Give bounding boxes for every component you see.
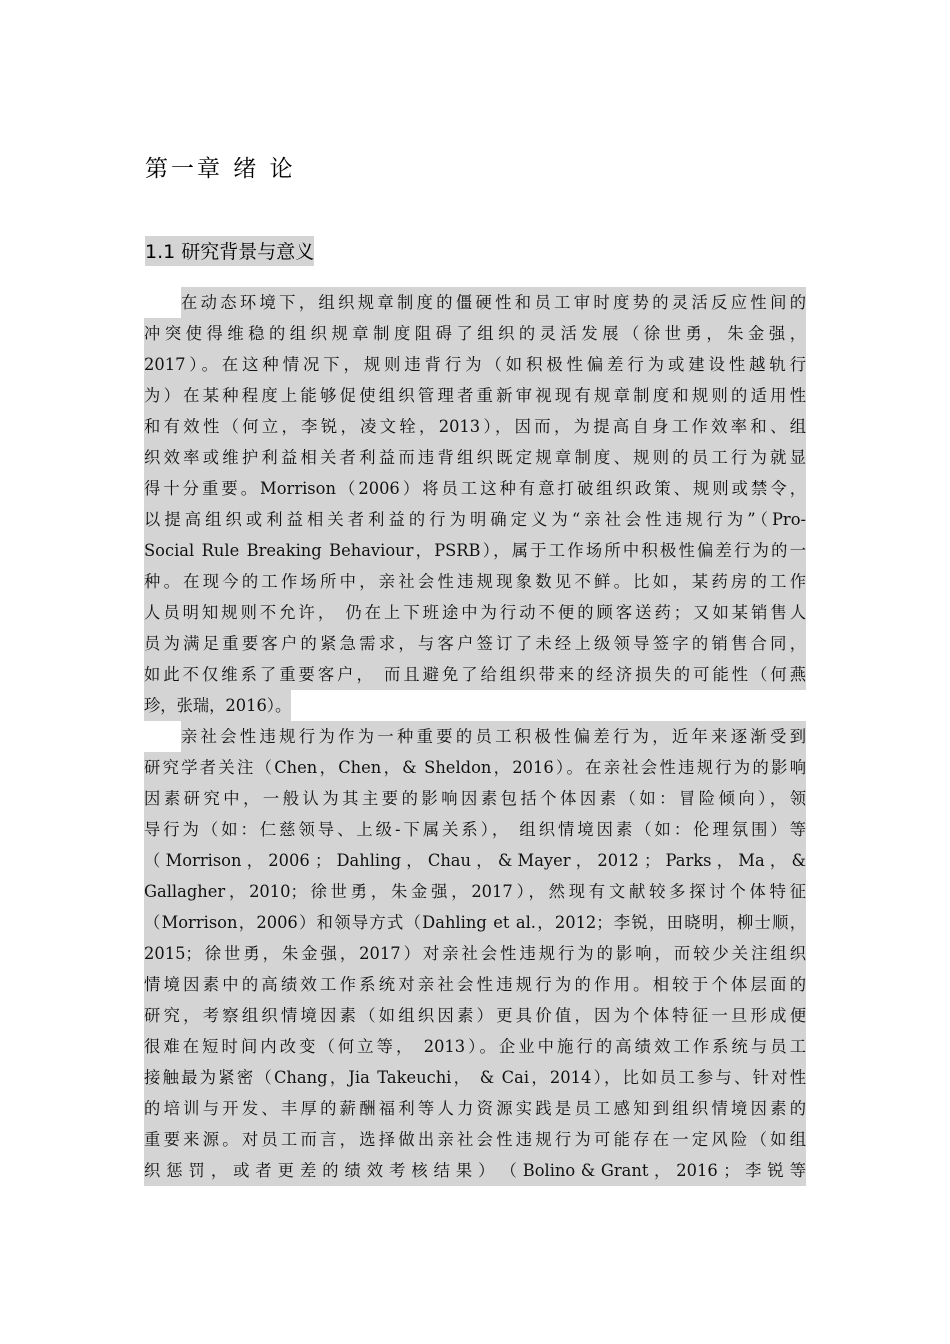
text-line [144, 721, 806, 752]
text-line-content: Social Rule Breaking Behaviour，PSRB），属于工作场所中积极性偏差行为的一 [144, 541, 806, 560]
text-line-content: Gallagher，2010；徐世勇，朱金强，2017），然现有文献较多探讨个体特征 [144, 882, 806, 901]
text-line [144, 566, 806, 597]
text-line [144, 380, 806, 411]
text-line [144, 349, 806, 380]
paragraph-2 [144, 721, 806, 1186]
text-line [144, 411, 806, 442]
text-line [144, 504, 806, 535]
body-text [144, 287, 806, 1186]
text-line [144, 628, 806, 659]
text-line-content: 很难在短时间内改变（何立等， 2013）。企业中施行的高绩效工作系统与员工 [144, 1037, 806, 1056]
text-line-content: 导行为（如：仁慈领导、上级-下属关系）， 组织情境因素（如：伦理氛围）等 [144, 820, 806, 839]
text-line-content: 的培训与开发、丰厚的薪酬福利等人力资源实践是员工感知到组织情境因素的 [144, 1099, 806, 1118]
text-line-content: 和有效性（何立，李锐，凌文辁，2013），因而，为提高自身工作效率和、组 [144, 417, 806, 436]
text-line [144, 752, 806, 783]
text-line [144, 907, 806, 938]
text-line-content: 研究，考察组织情境因素（如组织因素）更具价值，因为个体特征一旦形成便 [144, 1006, 806, 1025]
text-line [144, 1000, 806, 1031]
text-line [144, 318, 806, 349]
text-line [144, 845, 806, 876]
text-line-content: 人员明知规则不允许， 仍在上下班途中为行动不便的顾客送药；又如某销售人 [144, 603, 806, 622]
text-line-content: 情境因素中的高绩效工作系统对亲社会性违规行为的作用。相较于个体层面的 [144, 975, 806, 994]
text-line-content: （ Morrison ， 2006 ； Dahling ， Chau ， & Mayer ， 2012 ； Parks ， Ma ， & [144, 851, 806, 870]
text-line-content: 得十分重要。Morrison（2006）将员工这种有意打破组织政策、规则或禁令， [144, 479, 806, 498]
text-line [144, 876, 806, 907]
text-line [144, 1155, 806, 1186]
text-line-content: 以提高组织或利益相关者利益的行为明确定义为“亲社会性违规行为”（Pro- [144, 510, 806, 529]
text-line [144, 1031, 806, 1062]
text-line-content: 员为满足重要客户的紧急需求，与客户签订了未经上级领导签字的销售合同， [144, 634, 806, 653]
text-line-content: 冲突使得维稳的组织规章制度阻碍了组织的灵活发展（徐世勇，朱金强， [144, 324, 806, 343]
text-line [144, 969, 806, 1000]
paragraph-1 [144, 287, 806, 721]
text-line [144, 814, 806, 845]
text-line-content: （Morrison，2006）和领导方式（Dahling et al.，2012；李锐，田晓明，柳士顺， [144, 913, 806, 932]
text-line [144, 473, 806, 504]
text-line-content: 重要来源。对员工而言，选择做出亲社会性违规行为可能存在一定风险（如组 [144, 1130, 806, 1149]
text-line [144, 442, 806, 473]
text-line-content: 亲社会性违规行为作为一种重要的员工积极性偏差行为，近年来逐渐受到 [181, 727, 806, 746]
text-line-content: 在动态环境下，组织规章制度的僵硬性和员工审时度势的灵活反应性间的 [181, 293, 806, 312]
text-line-content: 珍，张瑞，2016）。 [144, 690, 291, 721]
chapter-title: 第一章 绪 论 [145, 156, 296, 182]
text-line-content: 2017）。在这种情况下，规则违背行为（如积极性偏差行为或建设性越轨行 [144, 355, 806, 374]
text-line-content: 2015；徐世勇，朱金强，2017）对亲社会性违规行为的影响，而较少关注组织 [144, 944, 806, 963]
text-line-content: 如此不仅维系了重要客户， 而且避免了给组织带来的经济损失的可能性（何燕 [144, 665, 806, 684]
text-line [144, 535, 806, 566]
text-line [144, 1124, 806, 1155]
text-line-content: 研究学者关注（Chen，Chen，& Sheldon，2016）。在亲社会性违规行为的影响 [144, 758, 806, 777]
text-line-content: 织 惩 罚 ， 或 者 更 差 的 绩 效 考 核 结 果 ） （ Bolino & Grant ， 2016 ； 李 锐 等 [144, 1161, 806, 1180]
text-line [144, 690, 806, 721]
text-line-content: 因素研究中，一般认为其主要的影响因素包括个体因素（如：冒险倾向），领 [144, 789, 806, 808]
section-title: 1.1 研究背景与意义 [145, 236, 314, 266]
text-line-content: 种。在现今的工作场所中，亲社会性违规现象数见不鲜。比如，某药房的工作 [144, 572, 806, 591]
text-line [144, 659, 806, 690]
text-line [144, 938, 806, 969]
text-line-content: 织效率或维护利益相关者利益而违背组织既定规章制度、规则的员工行为就显 [144, 448, 806, 467]
text-line [144, 783, 806, 814]
text-line-content: 接触最为紧密（Chang，Jia Takeuchi， & Cai，2014），比如员工参与、针对性 [144, 1068, 806, 1087]
text-line [144, 597, 806, 628]
text-line [144, 287, 806, 318]
text-line [144, 1062, 806, 1093]
text-line-content: 为）在某种程度上能够促使组织管理者重新审视现有规章制度和规则的适用性 [144, 386, 806, 405]
text-line [144, 1093, 806, 1124]
